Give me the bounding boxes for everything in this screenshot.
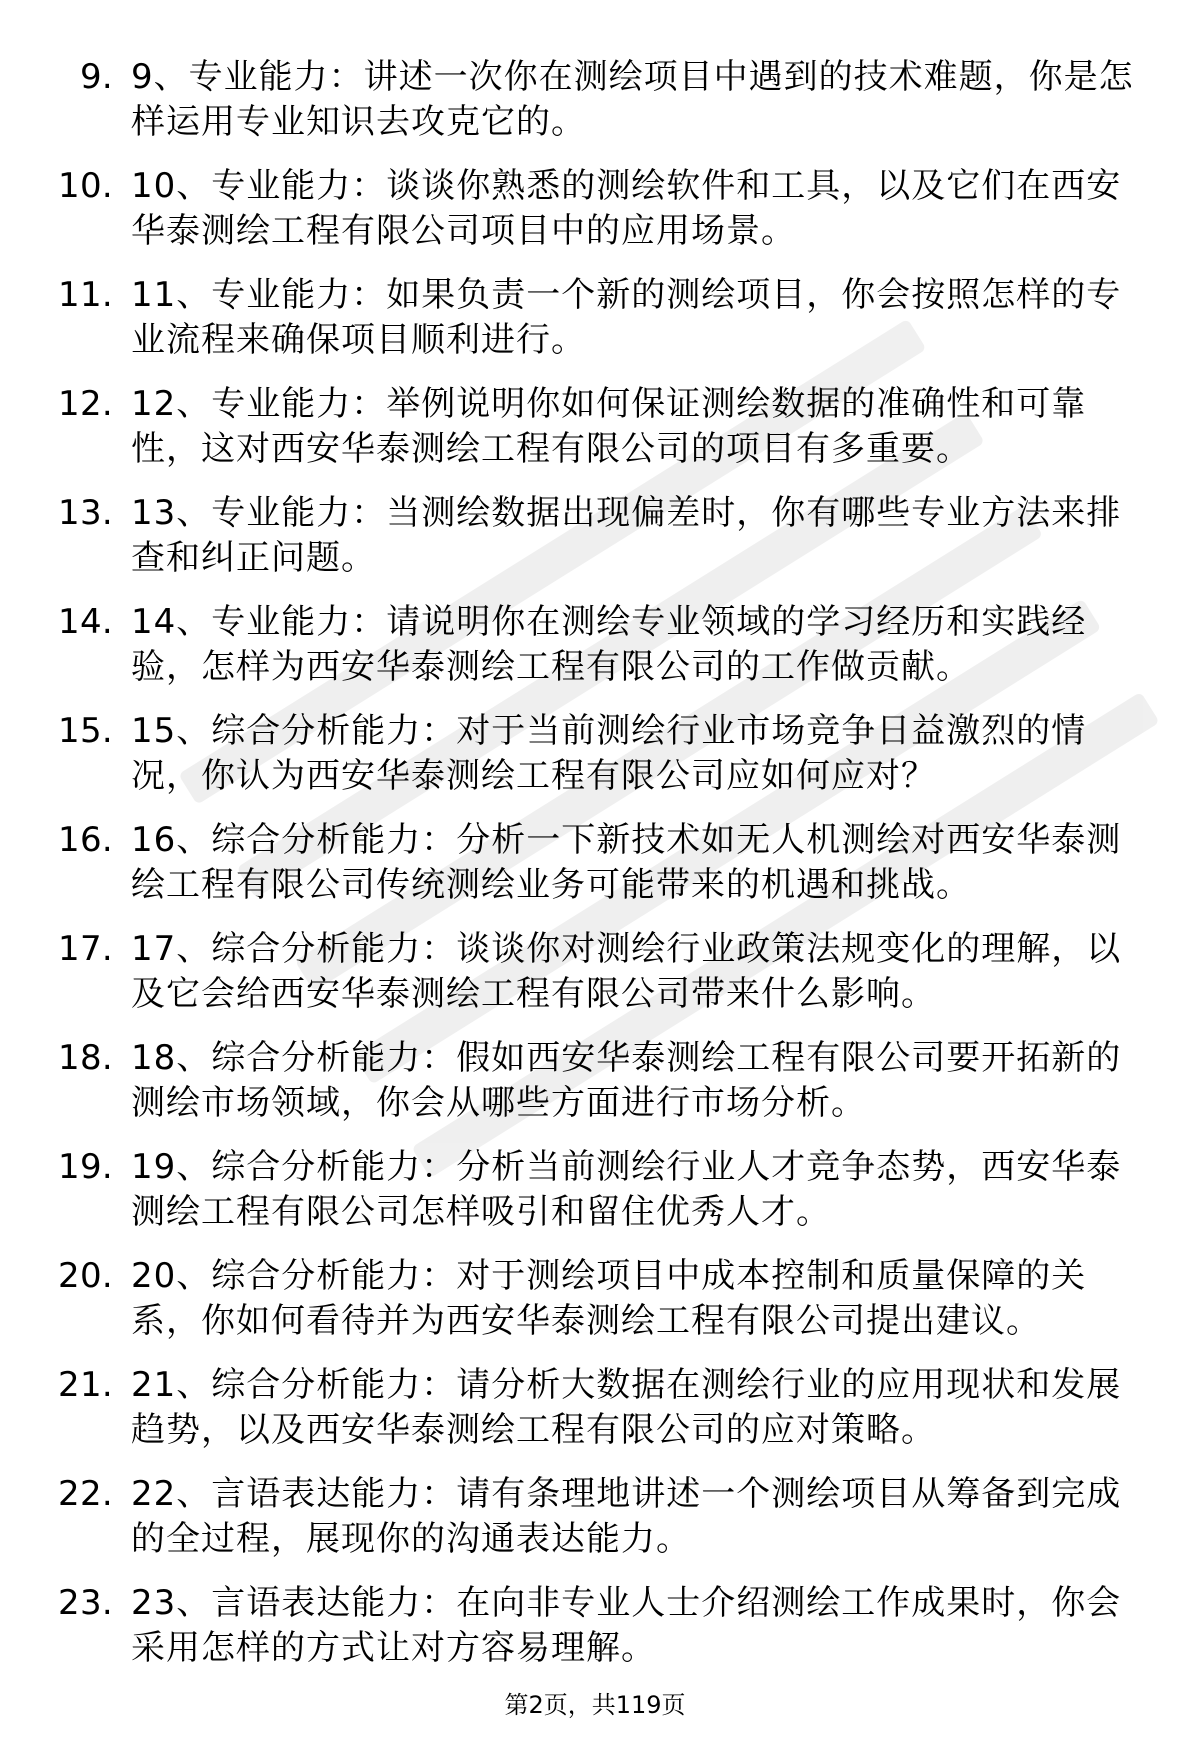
question-item: [0, 1581, 1190, 1681]
question-text: 22、言语表达能力：请有条理地讲述一个测绘项目从筹备到完成 的全过程，展现你的沟通表达能力。: [131, 1474, 1122, 1559]
question-text: 12、专业能力：举例说明你如何保证测绘数据的准确性和可靠 性，这对西安华泰测绘工程有限公司的项目有多重要。: [131, 384, 1087, 469]
question-item: [0, 600, 1190, 700]
question-text: 23、言语表达能力：在向非专业人士介绍测绘工作成果时，你会 采用怎样的方式让对方容易理解。: [131, 1583, 1122, 1668]
question-number: 20.: [58, 1256, 113, 1296]
question-item: [0, 382, 1190, 482]
question-item: [0, 273, 1190, 373]
question-item: [0, 709, 1190, 809]
question-number: 17.: [58, 929, 113, 969]
question-text: 20、综合分析能力：对于测绘项目中成本控制和质量保障的关 系，你如何看待并为西安华泰测绘工程有限公司提出建议。: [131, 1256, 1087, 1341]
question-number: 13.: [58, 493, 113, 533]
question-text: 16、综合分析能力：分析一下新技术如无人机测绘对西安华泰测 绘工程有限公司传统测绘业务可能带来的机遇和挑战。: [131, 820, 1122, 905]
question-number: 15.: [58, 711, 113, 751]
question-item: [0, 1145, 1190, 1245]
question-item: [0, 1036, 1190, 1136]
question-number: 10.: [58, 166, 113, 206]
question-text: 15、综合分析能力：对于当前测绘行业市场竞争日益激烈的情 况，你认为西安华泰测绘工程有限公司应如何应对？: [131, 711, 1087, 796]
question-item: [0, 491, 1190, 591]
question-text: 9、专业能力：讲述一次你在测绘项目中遇到的技术难题，你是怎 样运用专业知识去攻克它的。: [131, 57, 1134, 142]
question-number: 23.: [58, 1583, 113, 1623]
question-text: 17、综合分析能力：谈谈你对测绘行业政策法规变化的理解，以 及它会给西安华泰测绘工程有限公司带来什么影响。: [131, 929, 1122, 1014]
question-number: 19.: [58, 1147, 113, 1187]
page-number: 第2页，共119页: [504, 1691, 686, 1719]
question-text: 21、综合分析能力：请分析大数据在测绘行业的应用现状和发展 趋势，以及西安华泰测绘工程有限公司的应对策略。: [131, 1365, 1122, 1450]
question-number: 16.: [58, 820, 113, 860]
question-text: 13、专业能力：当测绘数据出现偏差时，你有哪些专业方法来排 查和纠正问题。: [131, 493, 1122, 578]
question-number: 18.: [58, 1038, 113, 1078]
question-item: [0, 55, 1190, 155]
question-number: 22.: [58, 1474, 113, 1514]
question-text: 10、专业能力：谈谈你熟悉的测绘软件和工具，以及它们在西安 华泰测绘工程有限公司项目中的应用场景。: [131, 166, 1122, 251]
question-number: 14.: [58, 602, 113, 642]
question-item: [0, 818, 1190, 918]
question-text: 19、综合分析能力：分析当前测绘行业人才竞争态势，西安华泰 测绘工程有限公司怎样吸引和留住优秀人才。: [131, 1147, 1122, 1232]
question-item: [0, 1472, 1190, 1572]
question-item: [0, 927, 1190, 1027]
question-number: 21.: [58, 1365, 113, 1405]
question-text: 18、综合分析能力：假如西安华泰测绘工程有限公司要开拓新的 测绘市场领域，你会从哪些方面进行市场分析。: [131, 1038, 1122, 1123]
question-text: 11、专业能力：如果负责一个新的测绘项目，你会按照怎样的专 业流程来确保项目顺利进行。: [131, 275, 1122, 360]
question-item: [0, 1254, 1190, 1354]
question-number: 12.: [58, 384, 113, 424]
question-item: [0, 1363, 1190, 1463]
question-text: 14、专业能力：请说明你在测绘专业领域的学习经历和实践经 验，怎样为西安华泰测绘工程有限公司的工作做贡献。: [131, 602, 1087, 687]
question-number: 11.: [58, 275, 113, 315]
question-number: 9.: [79, 57, 113, 97]
question-item: [0, 164, 1190, 264]
